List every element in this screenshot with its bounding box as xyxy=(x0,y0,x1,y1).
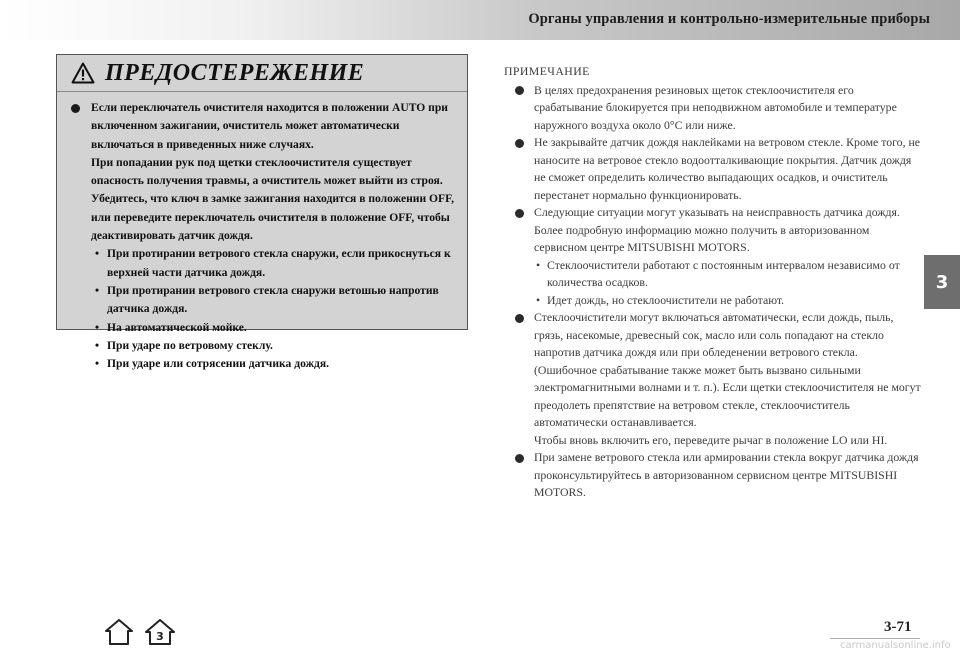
warning-paragraph: Если переключатель очистителя находится в положении AUTO при включенном зажигании, очиститель может автоматически включаться в приведенных ниже случаях. xyxy=(91,101,448,151)
warning-sublist xyxy=(91,245,455,373)
warning-subitem: • При ударе по ветровому стеклу. xyxy=(95,338,273,352)
warning-body xyxy=(57,92,467,373)
note-heading: ПРИМЕЧАНИЕ xyxy=(504,64,590,78)
warning-triangle-icon xyxy=(71,62,95,84)
warning-box xyxy=(56,54,468,371)
nav-icons xyxy=(104,618,176,650)
bullet-icon xyxy=(515,314,524,323)
note-subitem: • Стеклоочистители работают с постоянным интервалом независимо от количества осадков. xyxy=(536,257,900,289)
warning-subitem: • При протирании ветрового стекла снаружи ветошью напротив датчика дождя. xyxy=(95,283,439,316)
note-sublist xyxy=(534,257,922,310)
note-item: Стеклоочистители могут включаться автоматически, если дождь, пыль, грязь, насекомые, древесный сок, масло или соль попадают на стекло напротив датчика дождя или при обледенении ветрового стекла. (Ошибочное срабатывание также может быть вызвано сильными электромагнитными волнами и т. п.). Если щетки стеклоочистителя не могут преодолеть препятствие на ветровом стекле, стеклоочиститель автоматически останавливается. Чтобы вновь включить его, переведите рычаг в положение LO или HI. xyxy=(504,309,922,449)
chapter-tab[interactable]: 3 xyxy=(924,255,960,309)
note-item: При замене ветрового стекла или армировании стекла вокруг датчика дождя проконсультируйтесь в авторизованном сервисном центре MITSUBISHI MOTORS. xyxy=(504,449,922,502)
warning-item xyxy=(71,99,455,373)
header-band xyxy=(0,0,960,40)
page-number: 3-71 xyxy=(884,619,912,635)
warning-subitem: • При протирании ветрового стекла снаружи, если прикоснуться к верхней части датчика дождя. xyxy=(95,247,451,279)
warning-subitem: • На автоматической мойке. xyxy=(95,320,247,334)
bullet-icon xyxy=(515,454,524,463)
note-item: Следующие ситуации могут указывать на неисправность датчика дождя. Более подробную информацию можно получить в авторизованном сервисном центре MITSUBISHI MOTORS. • Стеклоочистители работают с постоянным интервалом независимо от количества осадков. • Идет дождь, но стеклоочистители не работают. xyxy=(504,204,922,309)
home-icon[interactable] xyxy=(104,618,134,650)
warning-title: ПРЕДОСТЕРЕЖЕНИЕ xyxy=(105,59,365,86)
note-section xyxy=(504,63,922,502)
bullet-icon xyxy=(515,209,524,218)
warning-header xyxy=(57,55,467,92)
note-item: Не закрывайте датчик дождя наклейками на ветровом стекле. Кроме того, не наносите на ветровое стекло водоотталкивающие покрытия. Датчик дождя не сможет определить количество выпадающих осадков, и очиститель перестанет нормально функционировать. xyxy=(504,134,922,204)
watermark: carmanualsonline.info xyxy=(840,640,951,651)
chapter-3-icon[interactable] xyxy=(144,618,176,646)
bullet-icon xyxy=(515,139,524,148)
note-item: В целях предохранения резиновых щеток стеклоочистителя его срабатывание блокируется при неподвижном автомобиле и температуре наружного воздуха около 0°C или ниже. xyxy=(504,82,922,135)
page-rule xyxy=(830,638,920,639)
chapter-badge-label: 3 xyxy=(156,630,164,643)
warning-subitem: • При ударе или сотрясении датчика дождя. xyxy=(95,357,330,371)
bullet-icon xyxy=(515,86,524,95)
bullet-icon xyxy=(71,104,80,113)
page-header-title: Органы управления и контрольно-измерительные приборы xyxy=(528,11,930,27)
warning-paragraph: При попадании рук под щетки стеклоочистителя существует опасность получения травмы, а очиститель может выйти из строя. Убедитесь, что ключ в замке зажигания находится в положении OFF, или переведите переключатель очистителя в положение OFF, чтобы деактивировать датчик дождя. xyxy=(91,155,455,243)
note-subitem: • Идет дождь, но стеклоочистители не работают. xyxy=(536,292,785,307)
